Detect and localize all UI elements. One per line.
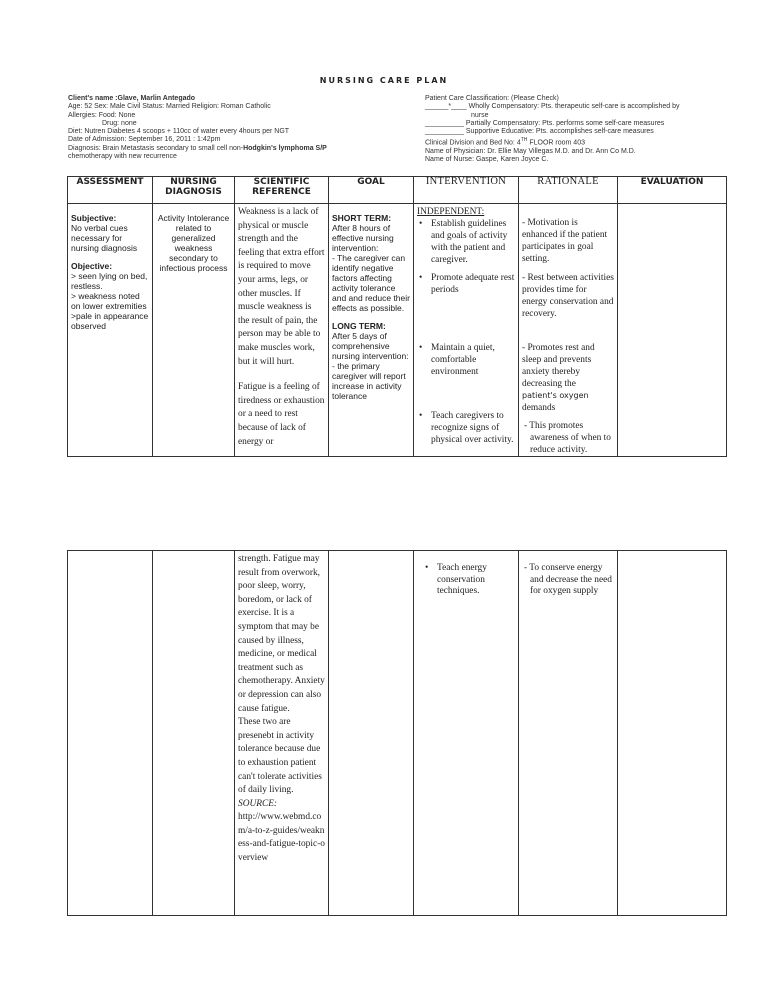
evaluation-cell (618, 204, 727, 457)
intervention-item: • Maintain a quiet, comfortable environment (417, 342, 515, 410)
intervention-list (417, 563, 515, 598)
assessment-cell (68, 551, 153, 916)
header-evaluation: EVALUATION (618, 177, 727, 204)
subjective-text: No verbal cues necessary for nursing diagnosis (71, 223, 138, 253)
physician-line: Name of Physician: Dr. Ellie May Villegas M.D. and Dr. Ann Co M.D. (425, 148, 636, 156)
rationale-cell (519, 204, 618, 457)
care-plan-table (67, 176, 727, 457)
client-name: Glave, Marlin Antegado (117, 95, 196, 102)
header-goal: GOAL (329, 177, 414, 204)
rationale-item: - To conserve energy and decrease the need for oxygen supply (524, 563, 612, 596)
rationale-item: - Motivation is enhanced if the patient participates in goal setting. (522, 218, 608, 264)
header-scientific-reference: SCIENTIFIC REFERENCE (235, 177, 329, 204)
objective-item: > seen lying on bed, restless. (71, 271, 148, 291)
reference-fatigue: Fatigue is a feeling of tiredness or exhaustion or a need to rest because of lack of energy or (238, 382, 325, 447)
header-rationale: RATIONALE (519, 177, 618, 204)
rationale-item: demands (522, 403, 556, 413)
nursing-diagnosis-cell (153, 204, 235, 457)
objective-item: >pale in appearance observed (71, 311, 149, 331)
rationale-cell (519, 551, 618, 916)
nurse-line: Name of Nurse: Gaspe, Karen Joyce C. (425, 156, 549, 164)
client-name-line: Client's name :Glave, Marlin Antegado (68, 95, 196, 102)
rationale-item: patient's oxygen (522, 391, 589, 400)
admission-line: Date of Admission: September 16, 2011 : 1:42pm (68, 136, 221, 144)
short-term-label: SHORT TERM: (332, 213, 392, 223)
assessment-cell (68, 204, 153, 457)
goal-cell (329, 204, 414, 457)
long-term-text: After 5 days of comprehensive nursing intervention: (332, 331, 409, 361)
nursing-diagnosis-text: Activity Intolerance related to generalized weakness secondary to infectious process (157, 213, 230, 273)
diagnosis-line: Diagnosis: Brain Metastasis secondary to small cell non-Hodgkin's lymphoma S/P (68, 144, 327, 152)
long-term-label: LONG TERM: (332, 321, 386, 331)
intervention-item: • Promote adequate rest periods (417, 272, 515, 342)
objective-label: Objective: (71, 261, 113, 271)
rationale-item: - Rest between activities provides time for energy conservation and recovery. (522, 273, 614, 319)
page-title: NURSING CARE PLAN (319, 76, 449, 85)
source-label: SOURCE: (238, 798, 278, 809)
intervention-cell (414, 551, 519, 916)
header-intervention: INTERVENTION (414, 177, 519, 204)
nursing-diagnosis-cell (153, 551, 235, 916)
intervention-item: • Teach caregivers to recognize signs of physical over activity. (417, 410, 515, 446)
care-plan-table-continued (67, 550, 727, 916)
subjective-label: Subjective: (71, 213, 117, 223)
intervention-list (417, 218, 515, 446)
source-url: http://www.webmd.com/a-to-z-guides/weakness-and-fatigue-topic-overview (238, 812, 325, 864)
allergies-food: Allergies: Food: None (68, 111, 136, 119)
classification-wholly: ______*____ Wholly Compensatory: Pts. therapeutic self-care is accomplished by (425, 103, 680, 111)
classification-supportive: __________ Supportive Educative: Pts. accomplishes self-care measures (425, 128, 654, 136)
intervention-item: • Teach energy conservation techniques. (423, 563, 515, 598)
rationale-item: - Promotes rest and sleep and prevents anxiety thereby decreasing the (522, 343, 595, 389)
classification-info (425, 95, 725, 165)
patient-info (68, 95, 408, 161)
age-line: Age: 52 Sex: Male Civil Status: Married Religion: Roman Catholic (68, 103, 271, 111)
reference-fatigue-cont: strength. Fatigue may result from overwork, poor sleep, worry, boredom, or lack of exercise. It is a symptom that may be caused by illness, medicine, or medical treatment such as chemotherapy. Anxiety or depression can also cause fatigue. (238, 554, 325, 714)
reference-cell (235, 204, 329, 457)
classification-wholly-sub: nurse (471, 111, 489, 119)
short-term-text: After 8 hours of effective nursing intervention: (332, 223, 394, 253)
intervention-item: • Establish guidelines and goals of activity with the patient and caregiver. (417, 218, 515, 272)
short-term-detail: - The caregiver can identify negative factors affecting activity tolerance and and reduce their effects as possible. (332, 253, 410, 313)
reference-summary: These two are presenebt in activity tolerance because due to exhaustion patient can't tolerate activities of daily living. (238, 717, 322, 796)
header-assessment: ASSESSMENT (68, 177, 153, 204)
goal-cell (329, 551, 414, 916)
allergies-drug: Drug: none (102, 119, 137, 127)
long-term-detail: - the primary caregiver will report increase in activity tolerance (332, 361, 406, 401)
diagnosis-cont: chemotherapy with new recurrence (68, 153, 177, 161)
classification-partial: __________ Partially Compensatory: Pts. performs some self-care measures (425, 119, 665, 127)
classification-heading: Patient Care Classification: (Please Check) (425, 95, 559, 102)
diet-line: Diet: Nutren Diabetes 4 scoops + 110cc of water every 4hours per NGT (68, 128, 290, 136)
evaluation-cell (618, 551, 727, 916)
header-nursing-diagnosis: NURSING DIAGNOSIS (153, 177, 235, 204)
rationale-item: - This promotes awareness of when to reduce activity. (524, 421, 611, 455)
reference-cell (235, 551, 329, 916)
clinical-division: Clinical Division and Bed No: 4TH FLOOR room 403 (425, 137, 585, 147)
reference-weakness: Weakness is a lack of physical or muscle strength and the feeling that extra effort is required to move your arms, legs, or other muscles. If muscle weakness is the result of pain, the person may be able to make muscles work, but it will hurt. (238, 207, 325, 367)
objective-item: > weakness noted on lower extremities (71, 291, 147, 311)
independent-label: INDEPENDENT: (417, 207, 485, 217)
intervention-cell (414, 204, 519, 457)
